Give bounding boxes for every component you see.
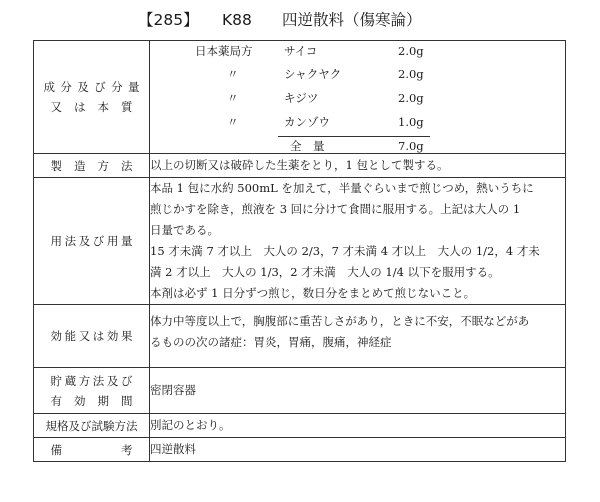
- label-storage-line1: 貯蔵方法及び: [50, 373, 133, 388]
- total-qty: 7.0g: [398, 139, 424, 153]
- dosage-line: 満 2 才以上 大人の 1/3，2 才未満 大人の 1/4 以下を服用する。: [150, 265, 500, 279]
- label-dosage-text: 用法及び用量: [50, 234, 133, 248]
- preparation-text: 以上の切断又は破砕した生薬をとり，1 包として製する。: [150, 154, 566, 178]
- title-code: K88: [222, 11, 252, 29]
- ditto-mark: 〃: [227, 67, 239, 81]
- efficacy-line: るものの次の諸症：胃炎，胃痛，腹痛，神経症: [150, 335, 392, 349]
- label-dosage: [34, 178, 150, 305]
- title-number: 【285】: [138, 11, 199, 29]
- total-label: 全 量: [290, 139, 325, 153]
- label-preparation: [34, 154, 150, 178]
- label-preparation-text: 製造方法: [50, 158, 133, 173]
- spec-text: 別記のとおり。: [150, 414, 566, 438]
- dosage-line: 本品 1 包に水約 500mL を加えて，半量ぐらいまで煎じつめ，熱いうちに: [150, 181, 534, 195]
- ingredient-qty: 2.0g: [398, 67, 424, 81]
- row-spec: [34, 414, 566, 438]
- dosage-line: 15 才未満 7 才以上 大人の 2/3，7 才未満 4 才以上 大人の 1/2，4 才未: [150, 244, 540, 258]
- row-preparation: [34, 154, 566, 178]
- label-efficacy-text: 効能又は効果: [50, 329, 133, 343]
- ingredient-name: サイコ: [284, 44, 318, 58]
- label-remarks-text: 備考: [50, 442, 133, 457]
- ditto-mark: 〃: [227, 91, 239, 105]
- row-storage: [34, 368, 566, 414]
- label-spec: 規格及び試験方法: [34, 414, 150, 438]
- ingredient-qty: 2.0g: [398, 91, 424, 105]
- row-efficacy: [34, 305, 566, 368]
- ingredient-name: カンゾウ: [284, 115, 330, 129]
- label-ingredients-line1: 成分及び分量: [43, 80, 140, 94]
- ingredient-source: 日本薬局方: [195, 44, 253, 58]
- ingredient-name: シャクヤク: [284, 67, 342, 81]
- ingredient-qty: 2.0g: [398, 44, 424, 58]
- label-remarks: [34, 438, 150, 462]
- document-title: [0, 8, 600, 32]
- dosage-line: 煎じかすを除き，煎液を 3 回に分けて食間に服用する。上記は大人の 1: [150, 202, 521, 216]
- ingredient-name: キジツ: [284, 91, 319, 105]
- formula-table: [33, 40, 566, 462]
- storage-text: 密閉容器: [150, 368, 566, 414]
- row-remarks: [34, 438, 566, 462]
- efficacy-content: [150, 305, 566, 368]
- dosage-line: 本剤は必ず 1 日分ずつ煎じ，数日分をまとめて煎じないこと。: [150, 286, 476, 300]
- label-storage-line2: 有効期間: [50, 393, 133, 408]
- label-ingredients: [34, 41, 150, 154]
- title-name: 四逆散料（傷寒論）: [282, 11, 422, 29]
- ditto-mark: 〃: [227, 115, 239, 129]
- dosage-line: 日量である。: [150, 223, 219, 237]
- row-ingredients: [34, 41, 566, 154]
- remarks-text: 四逆散料: [150, 438, 566, 462]
- ingredient-qty: 1.0g: [398, 115, 424, 129]
- label-storage: [34, 368, 150, 414]
- label-efficacy: [34, 305, 150, 368]
- row-dosage: [34, 178, 566, 305]
- dosage-content: [150, 178, 566, 305]
- label-ingredients-line2: 又は本質: [50, 100, 133, 114]
- ingredients-content: [150, 41, 566, 154]
- efficacy-line: 体力中等度以上で，胸腹部に重苦しさがあり，ときに不安，不眠などがあ: [150, 314, 530, 328]
